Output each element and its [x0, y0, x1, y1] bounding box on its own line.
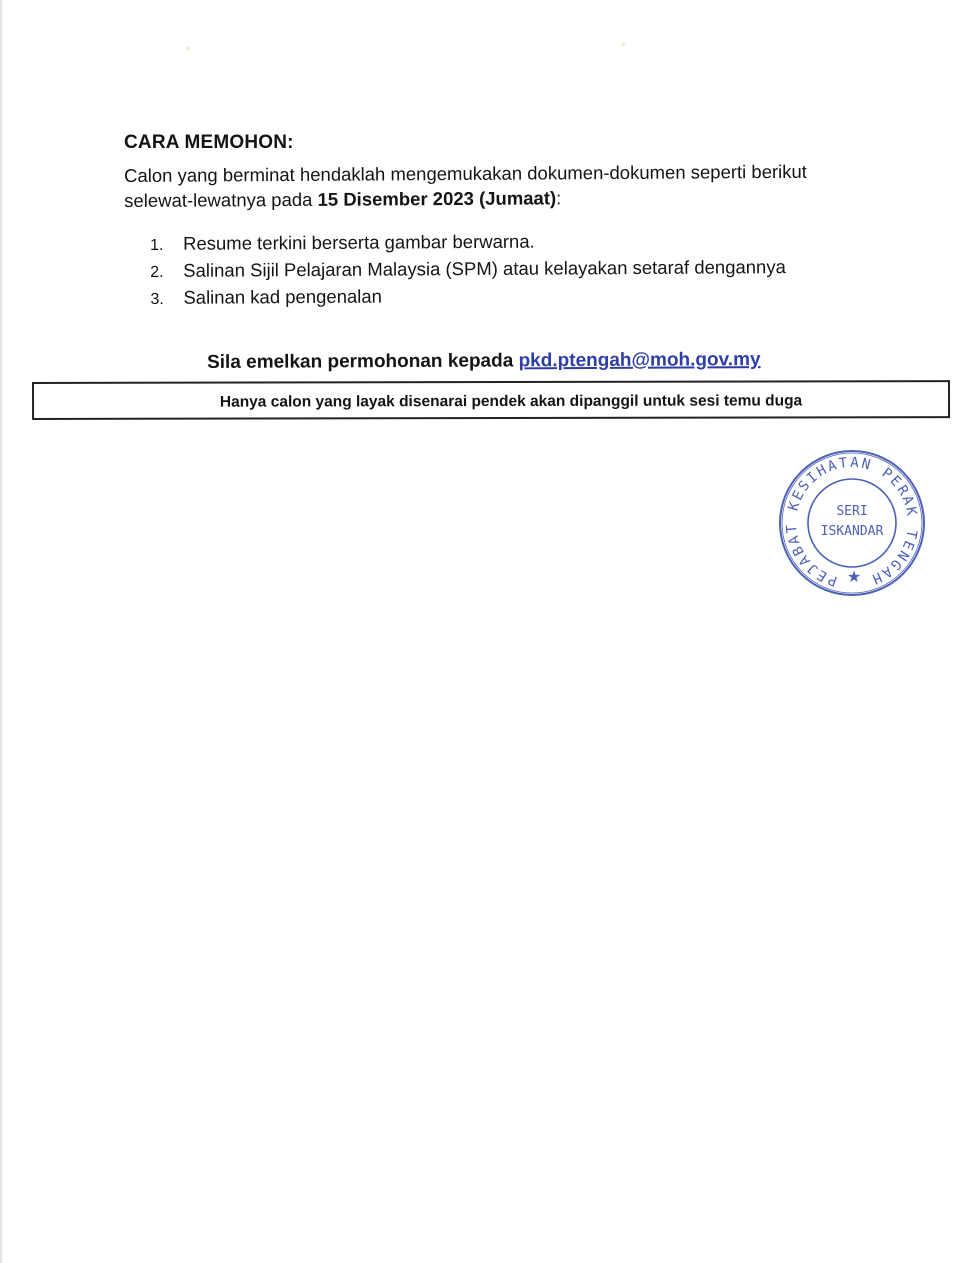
deadline-date: 15 Disember 2023 (Jumaat)	[317, 187, 557, 210]
list-item-text: Salinan kad pengenalan	[183, 285, 383, 308]
section-heading: CARA MEMOHON:	[124, 132, 294, 153]
email-prefix: Sila emelkan permohonan kepada	[207, 350, 519, 373]
notice-text: Hanya calon yang layak disenarai pendek akan dipanggil untuk sesi temu duga	[219, 392, 803, 411]
intro-text: Calon yang berminat hendaklah mengemukakan dokumen-dokumen seperti berikut selewat-lewatnya pada	[124, 160, 807, 211]
list-item-number: 3.	[150, 290, 164, 308]
email-link[interactable]: pkd.ptengah@moh.gov.my	[518, 349, 761, 372]
list-item	[150, 227, 786, 258]
list-item	[150, 281, 786, 312]
stamp-line-1: SERI	[836, 504, 868, 519]
required-documents-list	[150, 227, 786, 312]
scan-speck	[187, 47, 190, 50]
stamp-seal-icon	[776, 447, 928, 599]
list-item-number: 1.	[150, 236, 164, 254]
list-item-text: Salinan Sijil Pelajaran Malaysia (SPM) atau kelayakan setaraf dengannya	[183, 256, 786, 281]
intro-paragraph	[124, 158, 864, 213]
star-icon: ★	[846, 567, 862, 586]
notice-box	[32, 380, 950, 420]
stamp-ring-text: PEJABAT KESIHATAN PERAK TENGAH	[783, 454, 921, 589]
stamp-line-2: ISKANDAR	[820, 524, 884, 539]
official-stamp	[776, 447, 928, 599]
list-item	[150, 254, 786, 285]
list-item-number: 2.	[150, 263, 164, 281]
email-instruction	[207, 349, 761, 374]
intro-colon: :	[556, 187, 562, 209]
scan-speck	[622, 43, 625, 46]
scan-edge-shadow	[0, 0, 3, 1263]
list-item-text: Resume terkini berserta gambar berwarna.	[183, 230, 535, 254]
